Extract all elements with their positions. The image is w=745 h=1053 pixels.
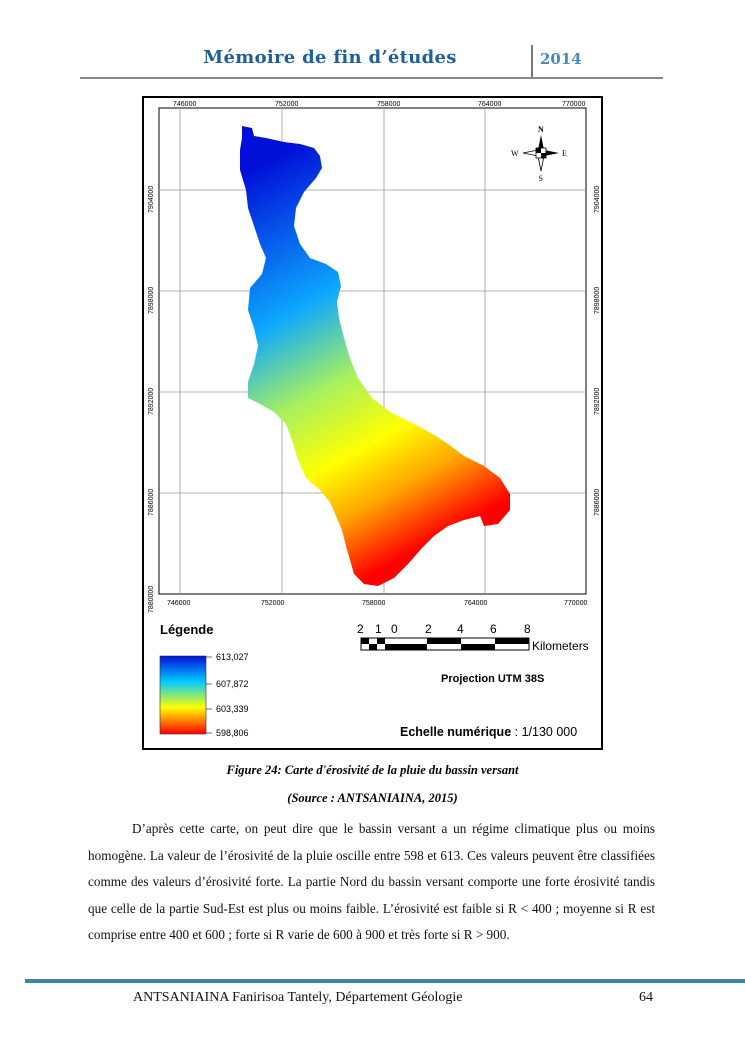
footer-rule [25,979,745,983]
y-tick-left: 7898000 [148,286,155,314]
map-svg [144,98,601,748]
scale-number: 2 [357,622,364,636]
paragraph-text: D’après cette carte, on peut dire que le bassin versant a un régime climatique plus ou moins homogène. La valeur de l’érosivité de la pluie oscille entre 598 et 613. Ces valeurs peuvent être classifiées comme des valeurs d’érosivité forte. La partie Nord du bassin versant comporte une forte érosivité tandis que celle de la partie Sud-Est est plus ou moins faible. L’érosivité est faible si R < 400 ; moyenne si R est comprise entre 400 et 600 ; forte si R varie de 600 à 900 et très forte si R > 900. [88,821,655,942]
echelle-value: : 1/130 000 [511,725,578,739]
echelle-label: Echelle numérique [400,725,512,739]
x-tick-top: 752000 [275,101,299,108]
header-year: 2014 [540,50,582,68]
compass-south: S [538,174,543,183]
scale-unit: Kilometers [532,639,589,653]
legend-value: 603,339 [216,704,249,714]
legend-color-ramp [160,656,206,734]
page-number: 64 [639,990,653,1005]
map-figure [142,96,603,750]
body-paragraph [88,816,655,949]
header-title: Mémoire de fin d’études [203,47,457,68]
legend-value: 598,806 [216,728,249,738]
y-tick-left: 7880000 [148,585,155,613]
legend-title: Légende [160,622,214,637]
x-tick-bottom: 746000 [167,600,191,607]
x-tick-bottom: 770000 [564,600,588,607]
header-rule [80,77,663,79]
scale-number: 1 [375,622,382,636]
x-tick-top: 770000 [562,101,586,108]
projection-label: Projection UTM 38S [441,673,545,685]
y-tick-left: 7892000 [148,387,155,415]
y-tick-right: 7898000 [594,286,601,314]
compass-west: W [511,149,519,158]
x-tick-bottom: 764000 [464,600,488,607]
header-separator [531,45,533,77]
scale-number: 4 [457,622,464,636]
legend-value: 607,872 [216,679,249,689]
y-tick-right: 7904000 [594,185,601,213]
y-tick-right: 7886000 [594,488,601,516]
x-tick-top: 764000 [478,101,502,108]
figure-caption: Figure 24: Carte d'érosivité de la pluie du bassin versant [226,763,519,777]
y-tick-left: 7904000 [148,185,155,213]
footer-author: ANTSANIAINA Fanirisoa Tantely, Département Géologie [133,990,463,1005]
figure-source: (Source : ANTSANIAINA, 2015) [287,791,458,805]
y-tick-right: 7892000 [594,387,601,415]
x-tick-top: 758000 [377,101,401,108]
scale-numeric [400,725,577,739]
legend-value: 613,027 [216,652,249,662]
compass-east: E [562,149,567,158]
x-tick-top: 746000 [173,101,197,108]
scale-number: 6 [490,622,497,636]
x-tick-bottom: 752000 [261,600,285,607]
scale-number: 8 [524,622,531,636]
scale-bar [357,622,589,653]
compass-north: N [538,125,544,134]
scale-number: 2 [425,622,432,636]
y-tick-left: 7886000 [148,488,155,516]
x-tick-bottom: 758000 [362,600,386,607]
scale-number: 0 [391,622,398,636]
